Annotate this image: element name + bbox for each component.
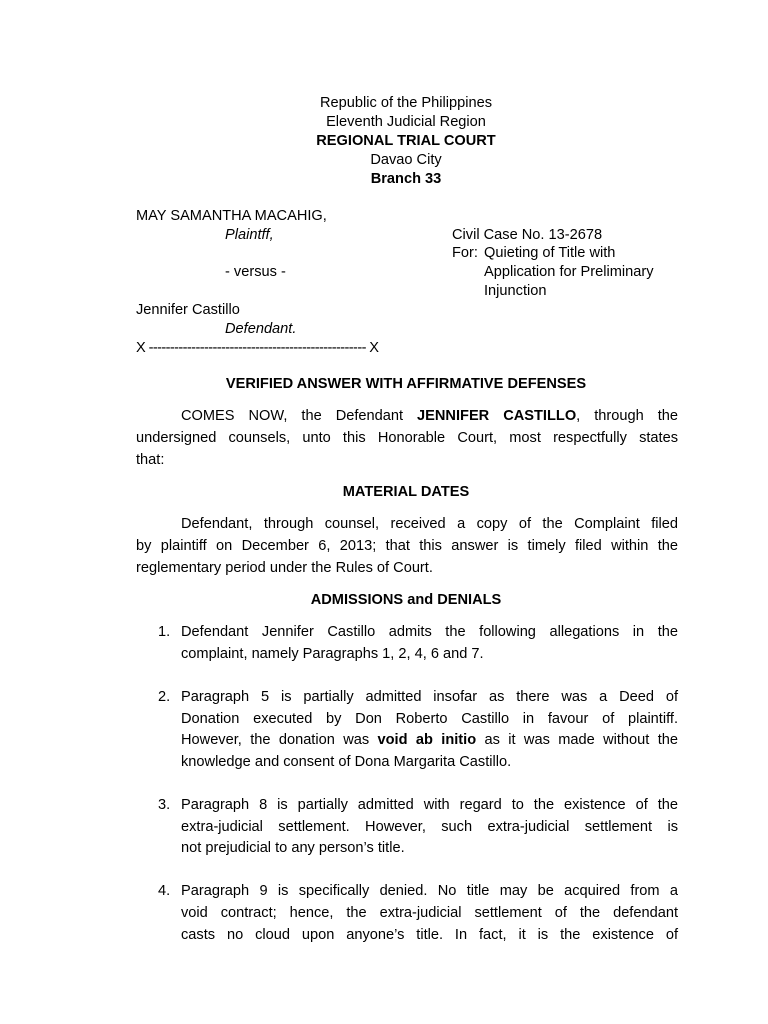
list-item-line: not prejudicial to any person’s title. <box>181 840 405 856</box>
header-city: Davao City <box>370 152 442 168</box>
case-nature-line3: Injunction <box>484 283 547 299</box>
item2-pre: However, the donation was <box>181 732 378 748</box>
item2-post: as it was made without the <box>476 732 678 748</box>
list-item-line: Defendant Jennifer Castillo admits the following allegations in the <box>181 624 678 640</box>
list-item-number: 1. <box>158 624 171 640</box>
defendant-name-bold: JENNIFER CASTILLO <box>417 408 577 424</box>
intro-line2: undersigned counsels, unto this Honorable Court, most respectfully states <box>136 430 678 446</box>
list-item-line: Donation executed by Don Roberto Castillo in favour of plaintiff. <box>181 711 678 727</box>
plaintiff-name: MAY SAMANTHA MACAHIG, <box>136 208 327 224</box>
list-item-number: 2. <box>158 689 171 705</box>
intro-post: , through the <box>576 408 678 424</box>
material-dates-line3: reglementary period under the Rules of Court. <box>136 560 433 576</box>
header-republic: Republic of the Philippines <box>320 95 492 111</box>
list-item-line: knowledge and consent of Dona Margarita Castillo. <box>181 754 512 770</box>
list-item-line <box>181 732 678 748</box>
defendant-role: Defendant. <box>225 321 297 337</box>
material-dates-line1: Defendant, through counsel, received a copy of the Complaint filed <box>181 516 678 532</box>
list-item-line: Paragraph 8 is partially admitted with regard to the existence of the <box>181 797 678 813</box>
material-dates-heading: MATERIAL DATES <box>342 484 470 500</box>
list-item-number: 3. <box>158 797 171 813</box>
intro-line1 <box>181 408 678 424</box>
intro-pre: COMES NOW, the Defendant <box>181 408 418 424</box>
header-court: REGIONAL TRIAL COURT <box>316 133 496 149</box>
void-ab-initio: void ab initio <box>377 732 477 748</box>
versus-label: - versus - <box>225 264 286 280</box>
list-item-line: casts no cloud upon anyone’s title. In fact, it is the existence of <box>181 927 678 943</box>
document-title: VERIFIED ANSWER WITH AFFIRMATIVE DEFENSES <box>225 376 587 392</box>
intro-line3: that: <box>136 452 165 468</box>
list-item-line: Paragraph 9 is specifically denied. No title may be acquired from a <box>181 883 678 899</box>
list-item-line: Paragraph 5 is partially admitted insofar as there was a Deed of <box>181 689 678 705</box>
list-item-line: complaint, namely Paragraphs 1, 2, 4, 6 and 7. <box>181 646 484 662</box>
list-item-line: extra-judicial settlement. However, such extra-judicial settlement is <box>181 819 678 835</box>
material-dates-line2: by plaintiff on December 6, 2013; that this answer is timely filed within the <box>136 538 678 554</box>
case-nature-line2: Application for Preliminary <box>484 264 654 280</box>
list-item-number: 4. <box>158 883 171 899</box>
defendant-name: Jennifer Castillo <box>136 302 240 318</box>
admissions-heading: ADMISSIONS and DENIALS <box>310 592 502 608</box>
for-label: For: <box>452 245 478 261</box>
caption-separator: X --------------------------------------------------- X <box>136 340 379 356</box>
plaintiff-role: Plaintff, <box>225 227 274 243</box>
case-number: Civil Case No. 13-2678 <box>452 227 603 243</box>
header-region: Eleventh Judicial Region <box>326 114 486 130</box>
case-nature-line1: Quieting of Title with <box>484 245 616 261</box>
list-item-line: void contract; hence, the extra-judicial settlement of the defendant <box>181 905 678 921</box>
header-branch: Branch 33 <box>370 171 442 187</box>
